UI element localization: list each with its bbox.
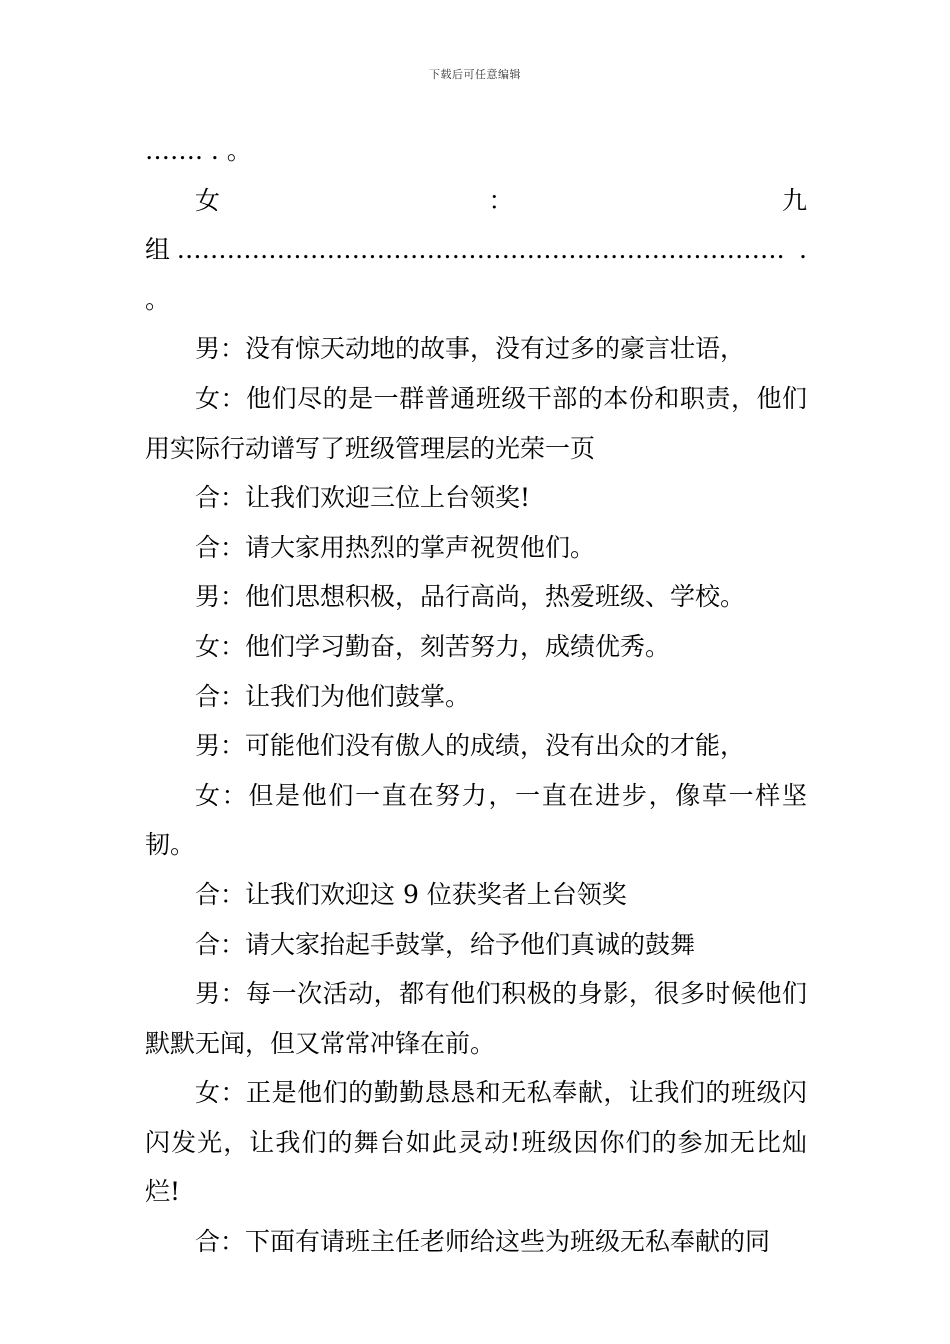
page-header: 下载后可任意编辑: [429, 68, 521, 81]
paragraph-joint-teacher: 合：下面有请班主任老师给这些为班级无私奉献的同: [195, 1227, 771, 1257]
paragraph-female-dedication: 女：正是他们的勤勤恳恳和无私奉献，让我们的班级闪闪发光，让我们的舞台如此灵动!班级因你们的参加无比灿烂!: [145, 1078, 807, 1207]
document-body: [145, 126, 807, 1267]
paragraph-female-duty: 女：他们尽的是一群普通班级干部的本份和职责，他们用实际行动谱写了班级管理层的光荣一页: [145, 383, 807, 463]
paragraph-male-virtue: 男：他们思想积极，品行高尚，热爱班级、学校。: [195, 582, 746, 612]
paragraph-female-study: 女：他们学习勤奋，刻苦努力，成绩优秀。: [195, 631, 671, 661]
paragraph-joint-encourage: 合：请大家抬起手鼓掌，给予他们真诚的鼓舞: [195, 929, 696, 959]
paragraph-continuation: ……. . 。: [145, 136, 252, 165]
paragraph-male-activity: 男：每一次活动，都有他们积极的身影，很多时候他们默默无闻，但又常常冲锋在前。: [145, 979, 807, 1058]
paragraph-male-no-story: 男：没有惊天动地的故事，没有过多的豪言壮语，: [195, 334, 746, 364]
paragraph-joint-applause: 合：请大家用热烈的掌声祝贺他们。: [195, 532, 596, 562]
paragraph-joint-welcome-three: 合：让我们欢迎三位上台领奖!: [195, 483, 531, 513]
paragraph-female-group-nine: 女：九组………………………………………………………………. . 。: [145, 185, 807, 314]
paragraph-female-progress: 女：但是他们一直在努力，一直在进步，像草一样坚韧。: [145, 780, 807, 860]
paragraph-joint-welcome-nine: 合：让我们欢迎这 9 位获奖者上台领奖: [195, 879, 627, 909]
paragraph-joint-clap: 合：让我们为他们鼓掌。: [195, 681, 471, 711]
paragraph-male-talent: 男：可能他们没有傲人的成绩，没有出众的才能，: [195, 731, 746, 761]
